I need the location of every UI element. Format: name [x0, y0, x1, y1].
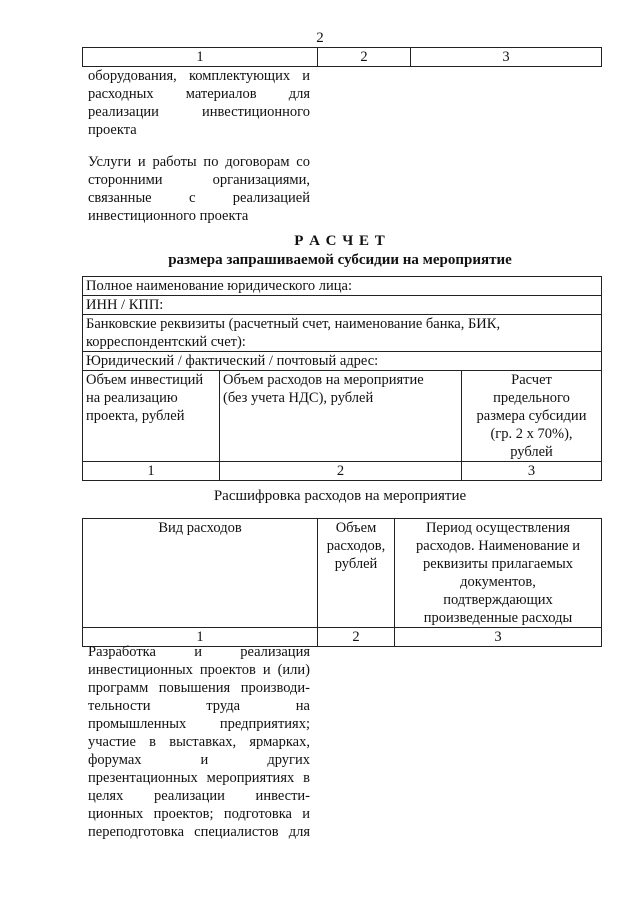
header-line: рублей [334, 556, 378, 572]
header-expense-amount [318, 519, 395, 628]
inn-kpp-row: ИНН / КПП: [83, 296, 602, 315]
header-line: произведенные расходы [423, 610, 573, 626]
col-number-2: 2 [318, 628, 395, 647]
continuation-table-header [82, 47, 602, 67]
calc-subtitle: размера запрашиваемой субсидии на мероприятие [168, 252, 512, 268]
text-line: проекта [88, 122, 137, 138]
header-line: проекта, рублей [86, 408, 185, 424]
col-number-1: 1 [83, 462, 220, 481]
text-line: презентационных мероприятиях в [88, 770, 310, 786]
header-line: расходов. Наименование и [416, 538, 580, 554]
text-line: сторонними организациями, [88, 172, 310, 188]
header-line: расходов, [326, 538, 386, 554]
header-line: подтверждающих [443, 592, 553, 608]
calc-table [82, 276, 602, 481]
text-line: оборудования, комплектующих и [88, 68, 310, 84]
col-number-1: 1 [83, 48, 318, 67]
text-line: ционных проектов; подготовка и [88, 806, 310, 822]
header-line: рублей [510, 444, 553, 460]
text-line: Разработка и реализация [88, 644, 310, 660]
text-line: программ повышения производи- [88, 680, 310, 696]
col-number-2: 2 [318, 48, 411, 67]
col-number-2: 2 [220, 462, 462, 481]
bank-details-row [83, 315, 602, 352]
text-line: расходных материалов для [88, 86, 310, 102]
org-name-row: Полное наименование юридического лица: [83, 277, 602, 296]
header-line: Объем [335, 520, 377, 536]
expenses-title: Расшифровка расходов на мероприятие [213, 488, 467, 504]
bank-line: Банковские реквизиты (расчетный счет, наименование банка, БИК, [86, 316, 501, 332]
text-line: промышленных предприятиях; [88, 716, 310, 732]
header-line: реквизиты прилагаемых [423, 556, 573, 572]
header-line: Расчет [511, 372, 552, 388]
header-line: размера субсидии [476, 408, 587, 424]
text-line: участие в выставках, ярмарках, [88, 734, 310, 750]
header-line: на реализацию [86, 390, 178, 406]
calc-title: Р А С Ч Е Т [294, 233, 386, 249]
text-line: инвестиционных проектов и (или) [88, 662, 310, 678]
header-line: (без учета НДС), рублей [223, 390, 374, 406]
text-line: тельности труда на [88, 698, 310, 714]
header-subsidy-calc [462, 371, 602, 462]
header-investments [83, 371, 220, 462]
expense-item-development [88, 643, 310, 841]
header-period-documents [395, 519, 602, 628]
header-line: Период осуществления [425, 520, 571, 536]
col-number-1: 1 [83, 628, 318, 647]
header-expenses [220, 371, 462, 462]
text-line: целях реализации инвести- [88, 788, 310, 804]
expenses-table [82, 518, 602, 647]
header-line: (гр. 2 х 70%), [490, 426, 573, 442]
address-row: Юридический / фактический / почтовый адрес: [83, 352, 602, 371]
text-line: форумах и других [88, 752, 310, 768]
bank-line: корреспондентский счет): [86, 334, 246, 350]
header-line: Объем расходов на мероприятие [223, 372, 424, 388]
header-expense-type: Вид расходов [83, 519, 318, 628]
text-line: переподготовка специалистов для [88, 824, 310, 840]
header-line: документов, [460, 574, 536, 590]
text-line: Услуги и работы по договорам со [88, 154, 310, 170]
services-item [88, 153, 310, 225]
page-number: 2 [316, 30, 324, 46]
equipment-item [88, 67, 310, 139]
header-line: Объем инвестиций [86, 372, 204, 388]
col-number-3: 3 [395, 628, 602, 647]
text-line: реализации инвестиционного [88, 104, 310, 120]
col-number-3: 3 [411, 48, 602, 67]
text-line: связанные с реализацией [88, 190, 310, 206]
text-line: инвестиционного проекта [88, 208, 249, 224]
col-number-3: 3 [462, 462, 602, 481]
header-line: предельного [493, 390, 570, 406]
